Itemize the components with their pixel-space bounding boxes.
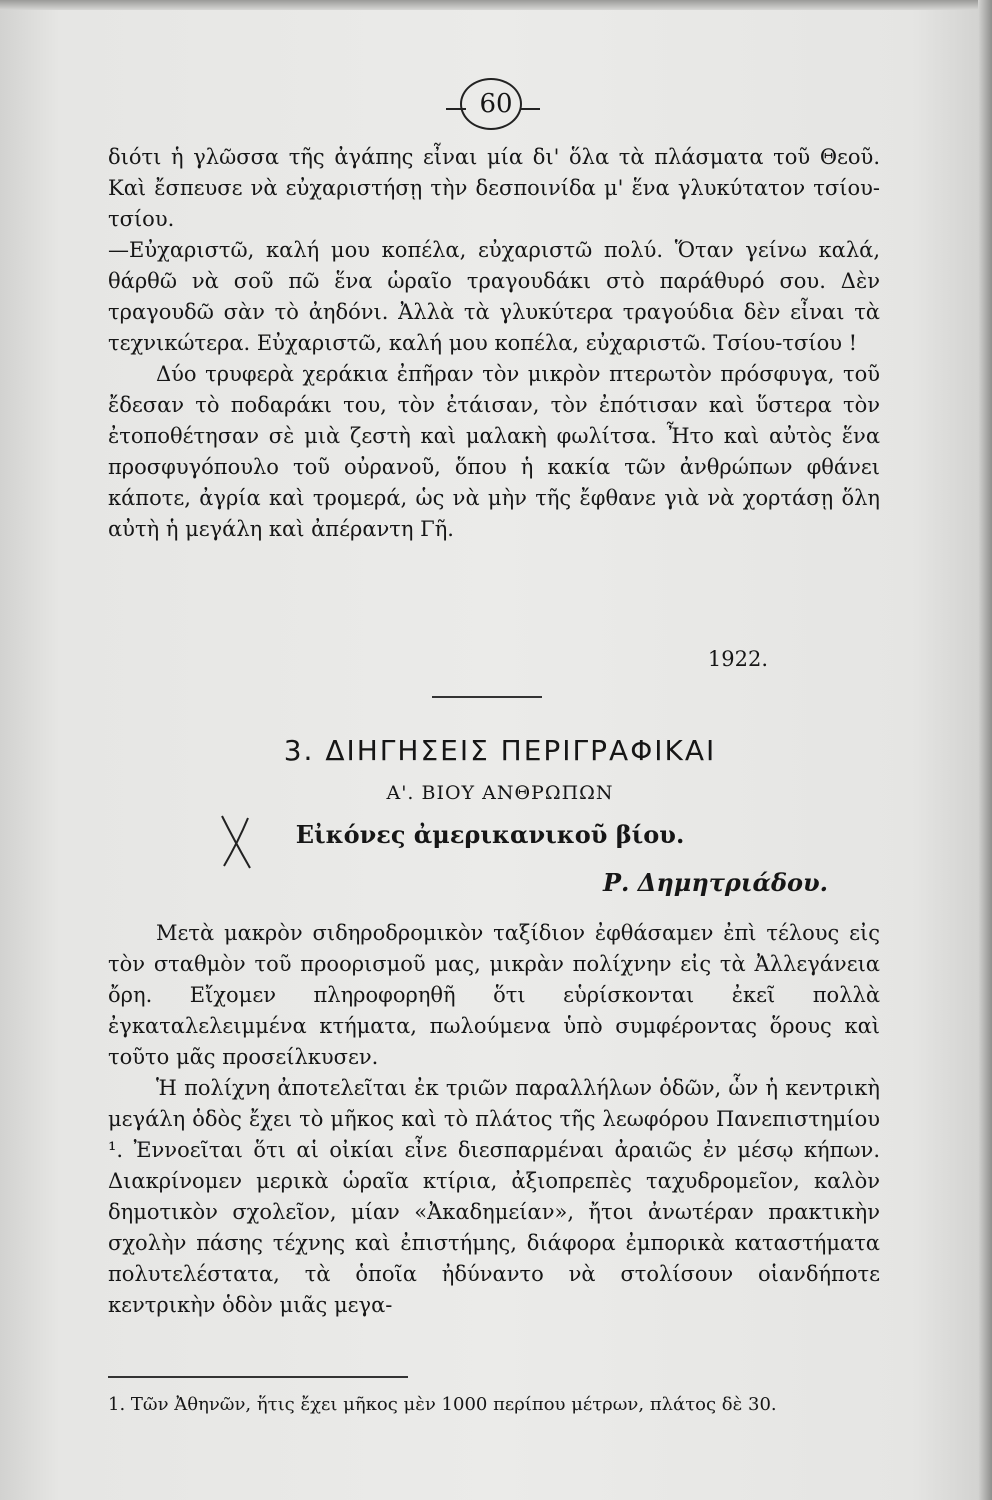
page-number: 60	[479, 89, 513, 119]
paragraph: —Εὐχαριστῶ, καλή μου κοπέλα, εὐχαριστῶ πολύ. Ὅταν γείνω καλά, θάρθῶ νὰ σοῦ πῶ ἕνα ὡραῖο τραγουδάκι στὸ παράθυρό σου. Δὲν τραγουδῶ σὰν τὸ ἀηδόνι. Ἀλλὰ τὰ γλυκύτερα τραγούδια δὲν εἶναι τὰ τεχνικώτερα. Εὐχαριστῶ, καλή μου κοπέλα, εὐχαριστῶ. Τσίου-τσίου !	[108, 238, 880, 355]
section-divider	[432, 696, 542, 698]
author: Ρ. Δημητριάδου.	[602, 868, 828, 897]
footnote: 1. Τῶν Ἀθηνῶν, ἥτις ἔχει μῆκος μὲν 1000 περίπου μέτρων, πλάτος δὲ 30.	[108, 1394, 777, 1415]
paragraph: διότι ἡ γλῶσσα τῆς ἀγάπης εἶναι μία δι' ὅλα τὰ πλάσματα τοῦ Θεοῦ. Καὶ ἔσπευσε νὰ εὐχαριστήσῃ τὴν δεσποινίδα μ' ἕνα γλυκύτατον τσίου-τσίου.	[108, 145, 880, 231]
subsection-title: Α'. ΒΙΟΥ ΑΝΘΡΩΠΩΝ	[386, 782, 614, 804]
section-title: 3. ΔΙΗΓΗΣΕΙΣ ΠΕΡΙΓΡΑΦΙΚΑΙ	[283, 734, 717, 767]
footnote-rule	[108, 1376, 408, 1378]
page-top-shadow	[0, 0, 992, 10]
page-right-shadow	[978, 0, 992, 1500]
text-block-top	[108, 142, 880, 545]
date: 1922.	[707, 647, 768, 671]
work-title: Εἰκόνες ἀμερικανικοῦ βίου.	[295, 820, 685, 849]
paragraph: Μετὰ μακρὸν σιδηροδρομικὸν ταξίδιον ἐφθάσαμεν ἐπὶ τέλους εἰς τὸν σταθμὸν τοῦ προορισμοῦ μας, μικρὰν πολίχνην εἰς τὰ Ἀλλεγάνεια ὄρη. Εἴχομεν πληροφορηθῆ ὅτι εὑρίσκονται ἐκεῖ πολλὰ ἐγκαταλελειμμένα κτήματα, πωλούμενα ὑπὸ συμφέροντας ὅρους καὶ τοῦτο μᾶς προσείλκυσεν.	[108, 921, 880, 1069]
paragraph: Δύο τρυφερὰ χεράκια ἐπῆραν τὸν μικρὸν πτερωτὸν πρόσφυγα, τοῦ ἔδεσαν τὸ ποδαράκι του, τὸν ἐτάισαν, τὸν ἐπότισαν καὶ ὕστερα τὸν ἐτοποθέτησαν σὲ μιὰ ζεστὴ καὶ μαλακὴ φωλίτσα. Ἦτο καὶ αὐτὸς ἕνα προσφυγόπουλο τοῦ οὐρανοῦ, ὅπου ἡ κακία τῶν ἀνθρώπων φθάνει κάποτε, ἀγρία καὶ τρομερά, ὡς νὰ μὴν τῆς ἔφθανε γιὰ νὰ χορτάσῃ ὅλη αὐτὴ ἡ μεγάλη καὶ ἀπέραντη Γῆ.	[108, 362, 880, 541]
text-block-bottom	[108, 918, 880, 1321]
paragraph: Ἡ πολίχνη ἀποτελεῖται ἐκ τριῶν παραλλήλων ὁδῶν, ὧν ἡ κεντρικὴ μεγάλη ὁδὸς ἔχει τὸ μῆκος καὶ τὸ πλάτος τῆς λεωφόρου Πανεπιστημίου ¹. Ἐννοεῖται ὅτι αἱ οἰκίαι εἶνε διεσπαρμέναι ἀραιῶς ἐν μέσῳ κήπων. Διακρίνομεν μερικὰ ὡραῖα κτίρια, ἀξιοπρεπὲς ταχυδρομεῖον, καλὸν δημοτικὸν σχολεῖον, μίαν «Ἀκαδημείαν», ἤτοι ἀνωτέραν πρακτικὴν σχολὴν πάσης τέχνης καὶ ἐπιστήμης, διάφορα ἐμπορικὰ καταστήματα πολυτελέστατα, τὰ ὁποῖα ἠδύναντο νὰ στολίσουν οἱανδήποτε κεντρικὴν ὁδὸν μιᾶς μεγα-	[108, 1076, 880, 1317]
